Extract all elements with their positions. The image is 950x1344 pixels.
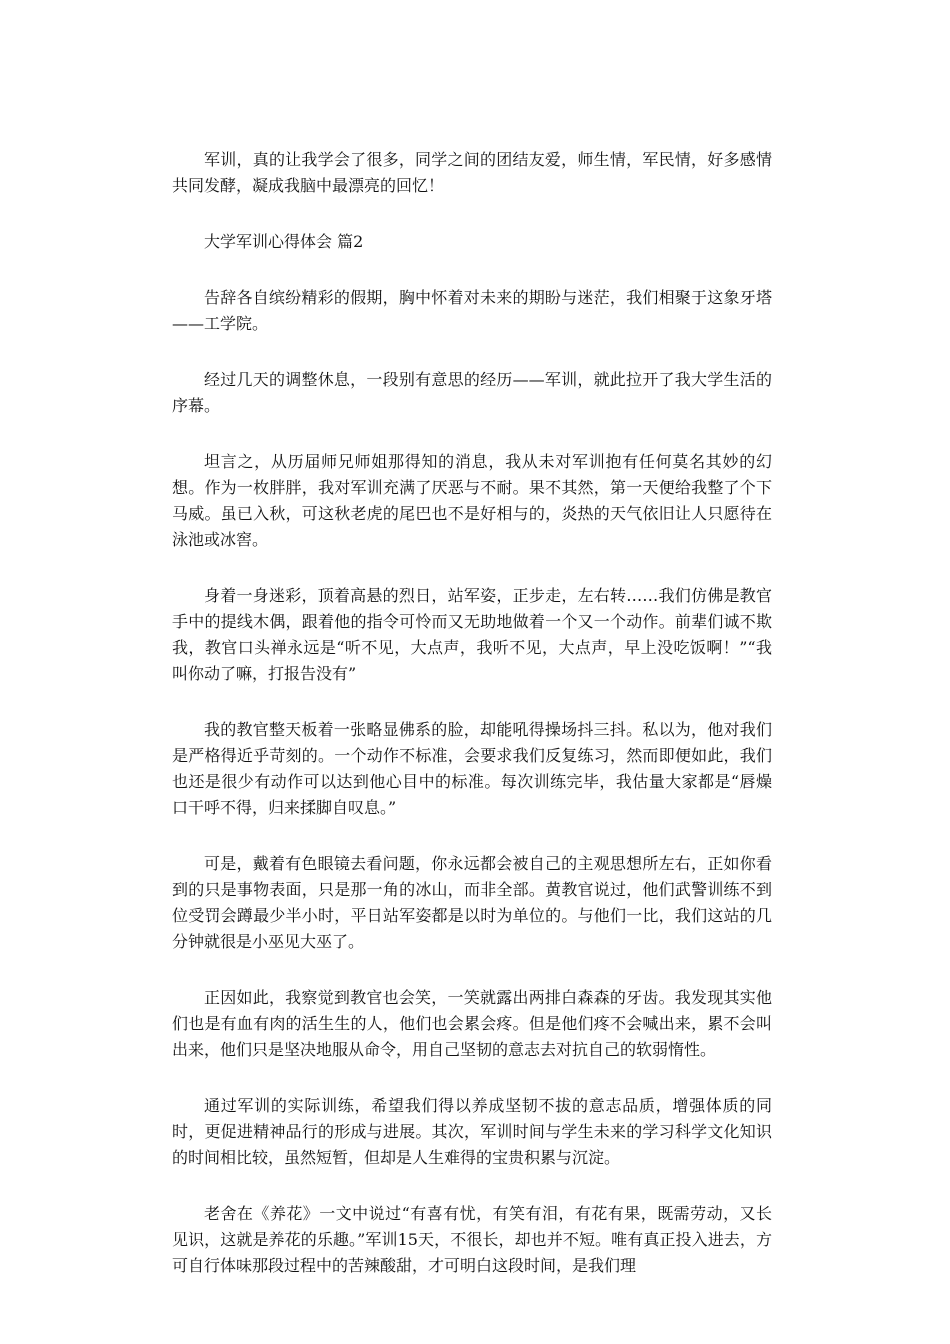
paragraph-first-impression: 坦言之，从历届师兄师姐那得知的消息，我从未对军训抱有任何莫名其妙的幻想。作为一枚胖胖，我对军训充满了厌恶与不耐。果不其然，第一天便给我整了个下马威。虽已入秋，可这秋老虎的尾巴也不是好相与的，炎热的天气依旧让人只愿待在泳池或冰窖。 — [172, 452, 772, 549]
paragraph-laoshe-quote: 老舍在《养花》一文中说过“有喜有忧，有笑有泪，有花有果，既需劳动，又长见识，这就是养花的乐趣。”军训15天，不很长，却也并不短。唯有真正投入进去，方可自行体味那段过程中的苦辣酸甜，才可明白这段时间，是我们理 — [172, 1204, 772, 1275]
paragraph-benefits: 通过军训的实际训练，希望我们得以养成坚韧不拔的意志品质，增强体质的同时，更促进精神品行的形成与进展。其次，军训时间与学生未来的学习科学文化知识的时间相比较，虽然短暂，但却是人生难得的宝贵积累与沉淀。 — [172, 1096, 772, 1167]
paragraph-closing-reflection: 军训，真的让我学会了很多，同学之间的团结友爱，师生情，军民情，好多感情共同发酵，凝成我脑中最漂亮的回忆！ — [172, 150, 772, 195]
paragraph-instructor-smile: 正因如此，我察觉到教官也会笑，一笑就露出两排白森森的牙齿。我发现其实他们也是有血有肉的活生生的人，他们也会累会疼。但是他们疼不会喊出来，累不会叫出来，他们只是坚决地服从命令，用自己坚韧的意志去对抗自己的软弱惰性。 — [172, 988, 772, 1059]
paragraph-instructor: 我的教官整天板着一张略显佛系的脸，却能吼得操场抖三抖。私以为，他对我们是严格得近乎苛刻的。一个动作不标准，会要求我们反复练习，然而即便如此，我们也还是很少有动作可以达到他心目中的标准。每次训练完毕，我估量大家都是“唇燥口干呼不得，归来揉脚自叹息。” — [172, 720, 772, 817]
paragraph-drills: 身着一身迷彩，顶着高悬的烈日，站军姿，正步走，左右转……我们仿佛是教官手中的提线木偶，跟着他的指令可怜而又无助地做着一个又一个动作。前辈们诚不欺我，教官口头禅永远是“听不见，大点声，我听不见，大点声，早上没吃饭啊！”“我叫你动了嘛，打报告没有” — [172, 586, 772, 683]
paragraph-arrival: 告辞各自缤纷精彩的假期，胸中怀着对未来的期盼与迷茫，我们相聚于这象牙塔——工学院。 — [172, 288, 772, 333]
section-heading: 大学军训心得体会 篇2 — [204, 232, 364, 251]
paragraph-prologue: 经过几天的调整休息，一段别有意思的经历——军训，就此拉开了我大学生活的序幕。 — [172, 370, 772, 415]
document-body — [172, 147, 772, 1309]
paragraph-perspective: 可是，戴着有色眼镜去看问题，你永远都会被自己的主观思想所左右，正如你看到的只是事物表面，只是那一角的冰山，而非全部。黄教官说过，他们武警训练不到位受罚会蹲最少半小时，平日站军姿都是以时为单位的。与他们一比，我们这站的几分钟就很是小巫见大巫了。 — [172, 854, 772, 951]
